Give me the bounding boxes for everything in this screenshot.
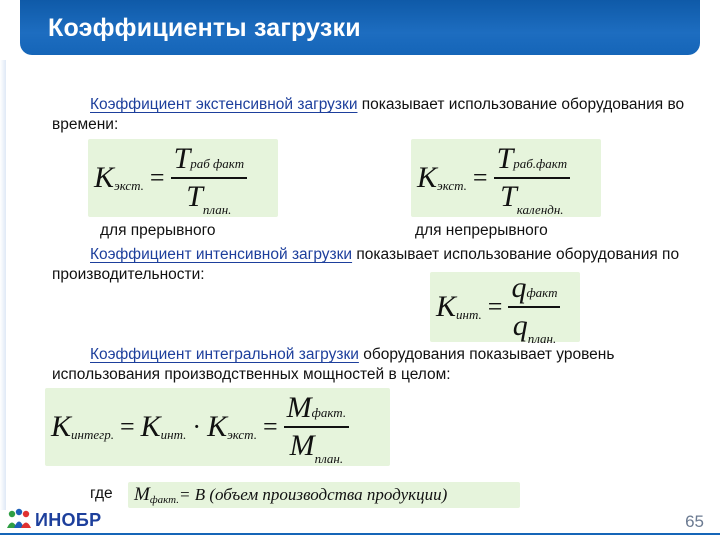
denominator-subscript: план. bbox=[314, 450, 344, 466]
equals-sign: = bbox=[149, 163, 165, 192]
integral-load-term: Коэффициент интегральной загрузки bbox=[90, 346, 359, 363]
formula-intensive bbox=[430, 271, 580, 346]
formula-symbol: K bbox=[51, 410, 72, 443]
footer-divider bbox=[0, 533, 720, 535]
formula-subscript: инт. bbox=[456, 307, 482, 322]
numerator-symbol: M bbox=[286, 391, 312, 425]
denominator-symbol: T bbox=[500, 179, 517, 213]
formula-subscript: интегр. bbox=[71, 427, 114, 442]
formula-subscript: факт. bbox=[149, 494, 179, 506]
logo bbox=[6, 508, 101, 532]
slide-title: Коэффициенты загрузки bbox=[48, 14, 361, 42]
fraction bbox=[171, 142, 248, 217]
fraction bbox=[508, 271, 560, 346]
caption-interrupted: для прерывного bbox=[100, 222, 216, 239]
numerator-symbol: T bbox=[173, 142, 191, 176]
formula-symbol: K bbox=[94, 161, 115, 194]
denominator-symbol: M bbox=[289, 428, 315, 462]
page-number: 65 bbox=[685, 512, 704, 531]
numerator-subscript: факт bbox=[526, 285, 558, 301]
denominator-subscript: календн. bbox=[516, 201, 564, 217]
caption-continuous: для непрерывного bbox=[415, 222, 548, 239]
equals-sign: = bbox=[472, 163, 488, 192]
formula-extensive-continuous bbox=[411, 139, 601, 217]
formula-subscript: инт. bbox=[160, 427, 187, 442]
numerator-subscript: факт. bbox=[311, 405, 347, 421]
numerator-symbol: q bbox=[511, 271, 527, 305]
formula-symbol: K bbox=[436, 290, 457, 323]
title-bar bbox=[20, 0, 700, 55]
denominator-symbol: T bbox=[186, 179, 203, 213]
formula-subscript: экст. bbox=[114, 178, 144, 193]
numerator-symbol: T bbox=[496, 142, 514, 176]
formula-integral bbox=[45, 388, 390, 466]
fraction bbox=[494, 142, 571, 217]
fraction-bar bbox=[508, 306, 560, 308]
left-decor-stripe bbox=[0, 60, 6, 510]
formula-symbol: M bbox=[134, 484, 150, 505]
extensive-load-term: Коэффициент экстенсивной загрузки bbox=[90, 96, 358, 113]
formula-symbol: K bbox=[417, 161, 438, 194]
denominator-symbol: q bbox=[512, 308, 528, 342]
formula-subscript: экст. bbox=[227, 427, 257, 442]
numerator-subscript: раб.факт bbox=[513, 156, 568, 172]
formula-symbol: K bbox=[207, 410, 228, 443]
formula-symbol: K bbox=[140, 410, 161, 443]
fraction-bar bbox=[494, 177, 571, 179]
intensive-load-term: Коэффициент интенсивной загрузки bbox=[90, 246, 353, 263]
extensive-load-paragraph bbox=[52, 95, 692, 135]
formula-extensive-interrupted bbox=[88, 139, 278, 217]
denominator-subscript: план. bbox=[527, 330, 557, 346]
equals-sign: = bbox=[262, 412, 278, 441]
fraction-bar bbox=[284, 426, 349, 428]
integral-load-text: оборудования показывает уровень использования производственных мощностей в целом: bbox=[52, 346, 615, 383]
denominator-subscript: план. bbox=[202, 201, 232, 217]
fraction-bar bbox=[171, 177, 248, 179]
people-logo-icon bbox=[6, 508, 32, 532]
formula-subscript: экст. bbox=[437, 178, 467, 193]
equals-sign: = bbox=[487, 292, 503, 321]
equals-sign: = bbox=[119, 412, 135, 441]
multiply-dot: · bbox=[192, 412, 202, 441]
extensive-load-text: показывает использование оборудования во времени: bbox=[52, 96, 685, 133]
numerator-subscript: раб факт bbox=[190, 156, 245, 172]
integral-load-paragraph bbox=[52, 345, 692, 385]
definition-text: = B (объем производства продукции) bbox=[178, 485, 448, 504]
intensive-load-text: показывает использование оборудования по производительности: bbox=[52, 246, 680, 283]
intensive-load-paragraph bbox=[52, 245, 692, 285]
formula-definition bbox=[128, 482, 520, 508]
where-label: где bbox=[90, 485, 113, 502]
fraction bbox=[284, 391, 349, 466]
logo-text: ИНОБР bbox=[35, 509, 102, 530]
